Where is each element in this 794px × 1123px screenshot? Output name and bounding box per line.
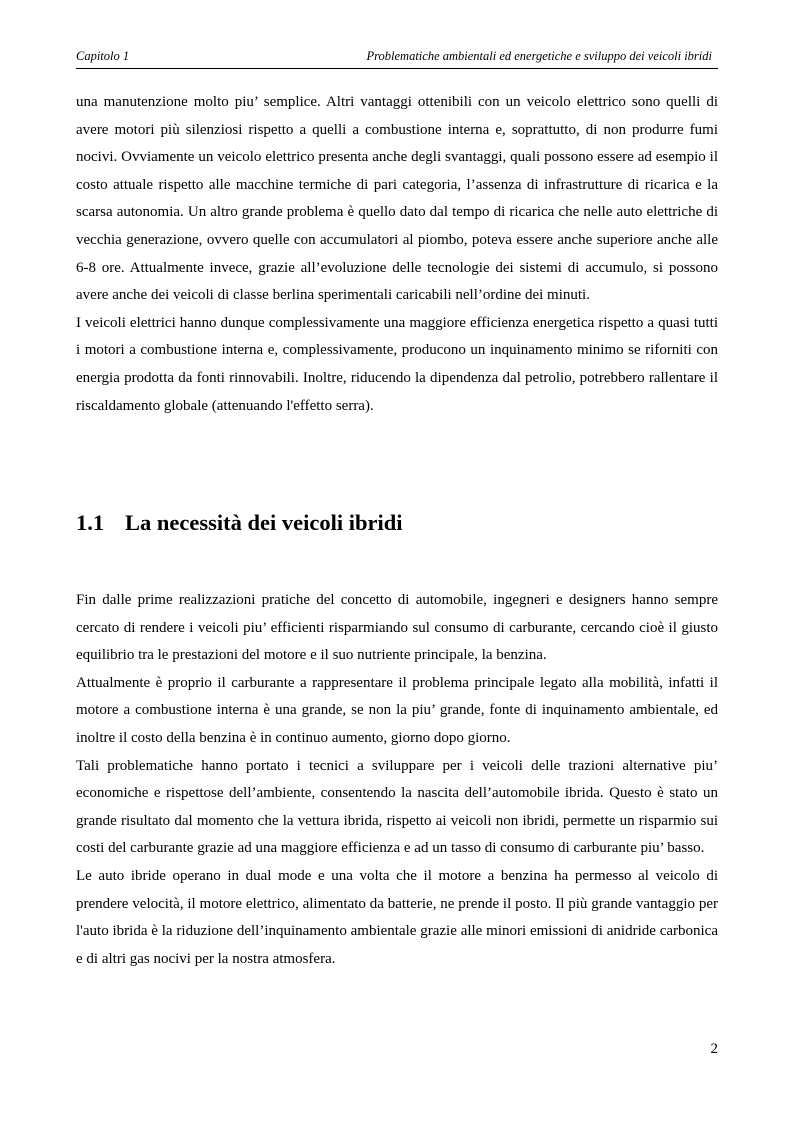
- section-number: 1.1: [76, 510, 105, 535]
- section-heading: [76, 506, 718, 540]
- paragraph: Attualmente è proprio il carburante a rappresentare il problema principale legato alla mobilità, infatti il motore a combustione interna è una grande, se non la piu’ grande, fonte di inquinamento ambientale, ed inoltre il costo della benzina è in continuo aumento, giorno dopo giorno.: [76, 674, 718, 746]
- header-rule: [76, 68, 718, 69]
- paragraph: Le auto ibride operano in dual mode e una volta che il motore a benzina ha permesso al veicolo di prendere velocità, il motore elettrico, alimentato da batterie, ne prende il posto. Il più grande vantaggio per l'auto ibrida è la riduzione dell’inquinamento ambientale grazie alle minori emissioni di anidride carbonica e di altri gas nocivi per la nostra atmosfera.: [76, 867, 718, 967]
- intro-text: [76, 89, 718, 420]
- running-title: Problematiche ambientali ed energetiche e sviluppo dei veicoli ibridi: [366, 49, 712, 63]
- paragraph: Fin dalle prime realizzazioni pratiche del concetto di automobile, ingegneri e designers hanno sempre cercato di rendere i veicoli piu’ efficienti risparmiando sul consumo di carburante, cercando cioè il giusto equilibrio tra le prestazioni del motore e il suo nutriente principale, la benzina.: [76, 592, 718, 664]
- paragraph: I veicoli elettrici hanno dunque complessivamente una maggiore efficienza energetica rispetto a quasi tutti i motori a combustione interna e, complessivamente, producono un inquinamento minimo se riforniti con energia prodotta da fonti rinnovabili. Inoltre, riducendo la dipendenza dal petrolio, potrebbero rallentare il riscaldamento globale (attenuando l'effetto serra).: [76, 314, 718, 414]
- page-header: [76, 47, 716, 65]
- chapter-label: Capitolo 1: [76, 49, 130, 63]
- paragraph: una manutenzione molto piu’ semplice. Altri vantaggi ottenibili con un veicolo elettrico sono quelli di avere motori più silenziosi rispetto a quelli a combustione interna e, soprattutto, di non produrre fumi nocivi. Ovviamente un veicolo elettrico presenta anche degli svantaggi, quali possono essere ad esempio il costo attuale rispetto alle macchine termiche di pari categoria, l’assenza di infrastrutture di ricarica e la scarsa autonomia. Un altro grande problema è quello dato dal tempo di ricarica che nelle auto elettriche di vecchia generazione, ovvero quelle con accumulatori al piombo, poteva essere anche superiore anche alle 6-8 ore. Attualmente invece, grazie all’evoluzione delle tecnologie dei sistemi di accumulo, si possono avere anche dei veicoli di classe berlina sperimentali caricabili nell’ordine dei minuti.: [76, 94, 718, 304]
- paragraph: Tali problematiche hanno portato i tecnici a sviluppare per i veicoli delle trazioni alternative piu’ economiche e rispettose dell’ambiente, consentendo la nascita dell’automobile ibrida. Questo è stato un grande risultato dal momento che la vettura ibrida, rispetto ai veicoli non ibridi, permette un risparmio sui costi del carburante grazie ad una maggiore efficienza e ad un tasso di consumo di carburante piu’ basso.: [76, 757, 718, 857]
- section-title: La necessità dei veicoli ibridi: [125, 510, 403, 535]
- section-text: [76, 587, 718, 973]
- page-number: 2: [710, 1041, 718, 1057]
